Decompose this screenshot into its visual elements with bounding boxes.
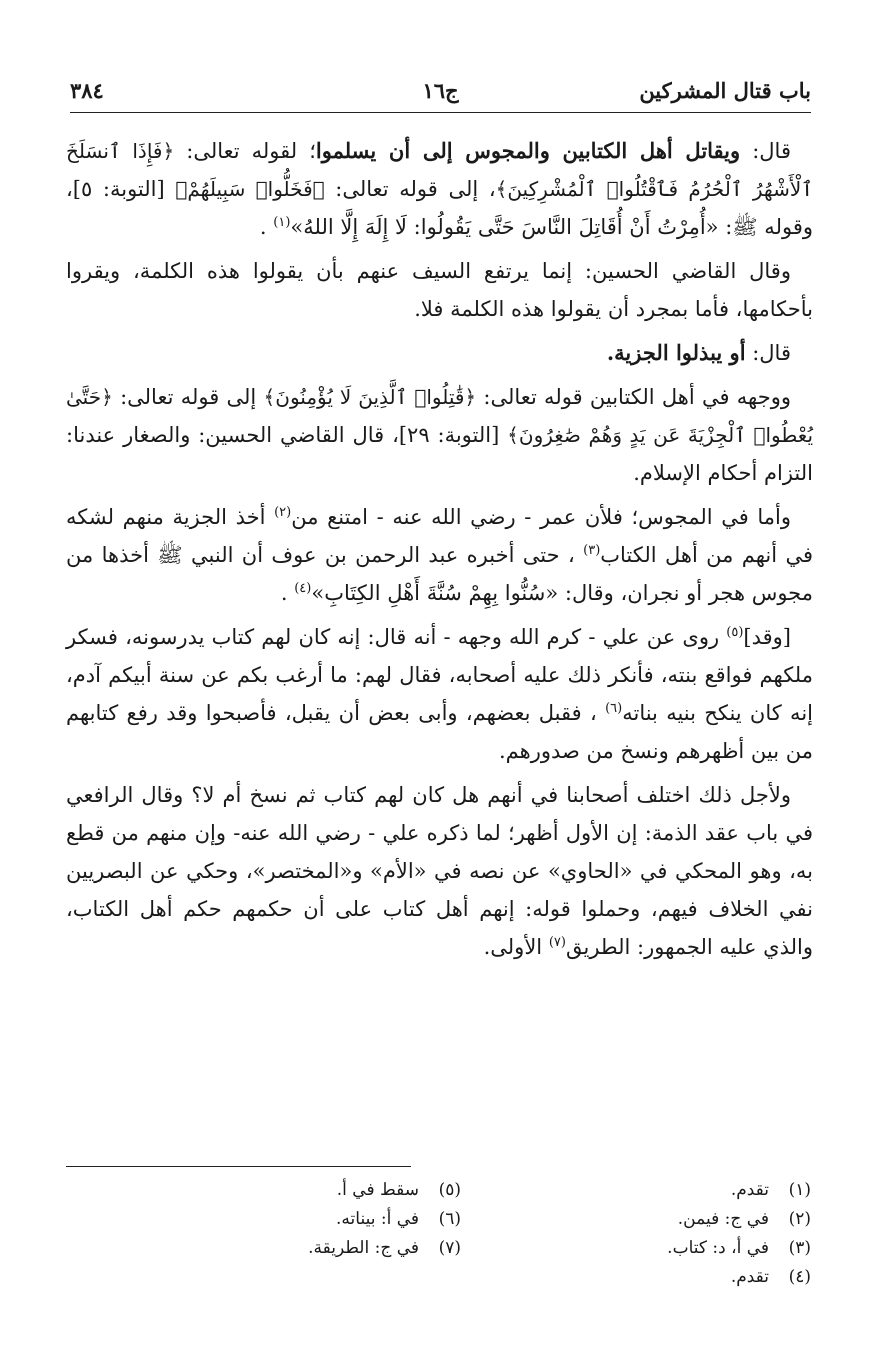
text-segment: الأولى.	[483, 935, 549, 959]
paragraph-7	[66, 776, 813, 966]
footnote-text: تقدم.	[730, 1267, 769, 1287]
quran-verse: ﴿حَتَّىٰ يُعْطُوا۟ ٱلْجِزْيَةَ عَن يَدٍ وَهُمْ صَٰغِرُونَ﴾	[66, 385, 814, 447]
footnote-item	[511, 1234, 811, 1263]
page-header	[70, 72, 811, 112]
text-segment: إلى قوله تعالى:	[112, 385, 264, 409]
text-segment: [وقد]	[743, 625, 791, 649]
footnote-text: سقط في أ.	[336, 1180, 419, 1200]
page-number: ٣٨٤	[70, 78, 104, 103]
text-segment: ولأجل ذلك اختلف أصحابنا في أنهم هل كان لهم كتاب ثم نسخ أم لا؟ وقال الرافعي في باب عقد الذمة: إن الأول أظهر؛ لما ذكره علي - رضي الله عنه- وإن منهم من قطع به، وهو المحكي في «الحاوي» عن نصه في «الأم» و«المختصر»، وحكي عن البصريين نفي الخلاف فيهم، وحملوا قوله: إنهم أهل كتاب على أن حكمهم حكم أهل الكتاب، والذي عليه الجمهور: الطريق	[66, 783, 813, 959]
footnote-item	[161, 1176, 461, 1205]
footnote-item	[511, 1263, 811, 1292]
footnote-ref: (٤)	[294, 581, 312, 596]
text-segment: ، إلى قوله تعالى:	[324, 177, 496, 201]
footnote-number: (٣)	[788, 1238, 811, 1258]
chapter-title: باب قتال المشركين	[639, 78, 811, 103]
footnote-ref: (٦)	[605, 701, 623, 716]
text-segment: وأما في المجوس؛ فلأن عمر - رضي الله عنه - امتنع من	[291, 505, 791, 529]
footnote-text: في أ، د: كتاب.	[667, 1238, 769, 1258]
footnotes-column-left	[161, 1176, 461, 1263]
text-segment: ؛ لقوله تعالى:	[174, 139, 316, 163]
quran-verse: ﴿فَإِذَا ٱنسَلَخَ ٱلْأَشْهُرُ ٱلْحُرُمُ فَٱقْتُلُوا۟ ٱلْمُشْرِكِينَ﴾	[66, 139, 813, 201]
paragraph-2: وقال القاضي الحسين: إنما يرتفع السيف عنهم بأن يقولوا هذه الكلمة، ويقروا بأحكامها، فأما بمجرد أن يقولوا هذه الكلمة فلا.	[66, 259, 813, 321]
paragraph-4	[66, 378, 813, 492]
footnote-text: تقدم.	[730, 1180, 769, 1200]
text-segment: [التوبة: ٢٩]، قال القاضي الحسين: والصغار عندنا: التزام أحكام الإسلام.	[66, 423, 813, 485]
footnote-item	[161, 1205, 461, 1234]
paragraph-1	[66, 132, 813, 246]
footnote-ref: (٧)	[548, 935, 566, 950]
text-segment: ، فقبل بعضهم، وأبى بعض أن يقبل، فأصبحوا وقد رفع كتابهم من بين أظهرهم ونسخ من صدورهم.	[66, 701, 813, 763]
footnote-divider	[66, 1166, 411, 1167]
footnote-number: (٥)	[438, 1180, 461, 1200]
paragraph-5	[66, 498, 813, 612]
footnote-number: (٢)	[788, 1209, 811, 1229]
footnote-item	[161, 1234, 461, 1263]
footnote-text: في ج: فيمن.	[677, 1209, 769, 1229]
footnote-text: في أ: بيناته.	[336, 1209, 419, 1229]
footnotes-column-right	[511, 1176, 811, 1292]
text-segment: قال:	[745, 341, 791, 365]
footnote-ref: (٥)	[726, 625, 744, 640]
text-segment: روى عن علي - كرم الله وجهه - أنه قال: إنه كان لهم كتاب يدرسونه، فسكر ملكهم فواقع بنته، فأنكر ذلك عليه أصحابه، فقال لهم: ما أرغب بكم عن سنة أبيكم آدم، إنه كان ينكح بنيه بناته	[66, 625, 813, 725]
text-segment: .	[280, 581, 295, 605]
footnote-number: (٦)	[438, 1209, 461, 1229]
footnote-item	[511, 1205, 811, 1234]
quran-verse: ﴿قَٰتِلُوا۟ ٱلَّذِينَ لَا يُؤْمِنُونَ﴾	[263, 385, 477, 409]
footnote-number: (١)	[788, 1180, 811, 1200]
volume-label: ج١٦	[422, 78, 459, 103]
bold-text: أو يبذلوا الجزية.	[606, 340, 746, 365]
bold-text: ويقاتل أهل الكتابين والمجوس إلى أن يسلموا	[315, 138, 741, 163]
text-segment: [التوبة: ٥]، وقوله ﷺ: «أُمِرْتُ أَنْ أُقَاتِلَ النَّاسَ حَتَّى يَقُولُوا: لَا إِلَهَ إِلَّا اللهُ»	[66, 177, 813, 239]
footnote-number: (٧)	[438, 1238, 461, 1258]
footnote-ref: (٣)	[583, 543, 601, 558]
paragraph-6	[66, 618, 813, 770]
paragraph-3	[66, 334, 813, 372]
footnote-number: (٤)	[788, 1267, 811, 1287]
text-segment: ووجهه في أهل الكتابين قوله تعالى:	[476, 385, 791, 409]
footnote-text: في ج: الطريقة.	[308, 1238, 419, 1258]
text-segment: .	[259, 215, 274, 239]
main-text	[66, 132, 813, 972]
footnote-ref: (١)	[273, 215, 291, 230]
text-segment: قال:	[740, 139, 791, 163]
quran-verse: ﴿فَخَلُّوا۟ سَبِيلَهُمْ﴾	[175, 177, 325, 201]
footnote-ref: (٢)	[274, 505, 292, 520]
footnote-item	[511, 1176, 811, 1205]
text-segment: ، حتى أخبره عبد الرحمن بن عوف أن النبي ﷺ أخذها من مجوس هجر أو نجران، وقال: «سُنُّوا بِهِمْ سُنَّةَ أَهْلِ الكِتَابِ»	[66, 543, 813, 605]
header-divider	[70, 112, 811, 113]
text-segment: أخذ الجزية منهم لشكه في أنهم من أهل الكتاب	[66, 505, 813, 567]
